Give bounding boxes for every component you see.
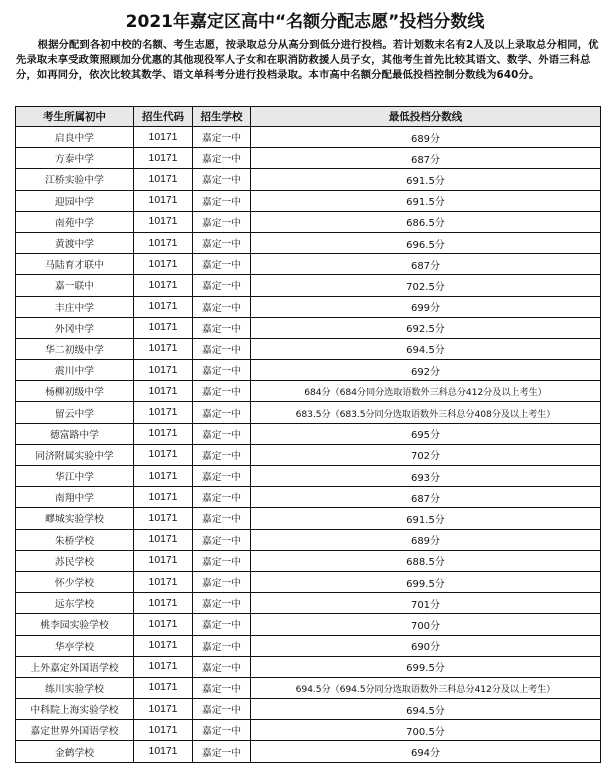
score-cell: 694.5分 [251,338,601,359]
school-cell: 杨柳初级中学 [16,381,134,402]
high-school-cell: 嘉定一中 [193,169,251,190]
score-table [15,106,601,763]
code-cell: 10171 [134,360,193,381]
score-cell: 691.5分 [251,508,601,529]
table-row [16,275,601,296]
high-school-cell: 嘉定一中 [193,614,251,635]
score-cell: 695分 [251,423,601,444]
code-cell: 10171 [134,381,193,402]
code-cell: 10171 [134,529,193,550]
school-cell: 迎园中学 [16,190,134,211]
code-cell: 10171 [134,190,193,211]
high-school-cell: 嘉定一中 [193,741,251,762]
high-school-cell: 嘉定一中 [193,699,251,720]
school-cell: 德富路中学 [16,423,134,444]
table-row [16,381,601,402]
table-row [16,211,601,232]
table-row [16,656,601,677]
school-cell: 桃李园实验学校 [16,614,134,635]
score-cell: 691.5分 [251,169,601,190]
high-school-cell: 嘉定一中 [193,466,251,487]
header-score: 最低投档分数线 [251,107,601,127]
school-cell: 华亭学校 [16,635,134,656]
code-cell: 10171 [134,148,193,169]
school-cell: 疁城实验学校 [16,508,134,529]
high-school-cell: 嘉定一中 [193,656,251,677]
table-row [16,508,601,529]
high-school-cell: 嘉定一中 [193,190,251,211]
table-row [16,317,601,338]
code-cell: 10171 [134,593,193,614]
high-school-cell: 嘉定一中 [193,529,251,550]
school-cell: 震川中学 [16,360,134,381]
code-cell: 10171 [134,444,193,465]
table-row [16,720,601,741]
school-cell: 远东学校 [16,593,134,614]
high-school-cell: 嘉定一中 [193,571,251,592]
school-cell: 苏民学校 [16,550,134,571]
table-row [16,296,601,317]
score-cell: 684分（684分同分选取语数外三科总分412分及以上考生） [251,381,601,402]
high-school-cell: 嘉定一中 [193,550,251,571]
score-cell: 694.5分 [251,699,601,720]
score-cell: 701分 [251,593,601,614]
code-cell: 10171 [134,635,193,656]
code-cell: 10171 [134,232,193,253]
school-cell: 华江中学 [16,466,134,487]
score-cell: 686.5分 [251,211,601,232]
table-row [16,614,601,635]
high-school-cell: 嘉定一中 [193,254,251,275]
intro-paragraph: 根据分配到各初中校的名额、考生志愿，按录取总分从高分到低分进行投档。若计划数末名有2人及以上录取总分相同，优先录取未享受政策照顾加分优惠的其他现役军人子女和在职消防救援人员子女，其他考生首先比较其语文、数学、外语三科总分，如再同分，依次比较其数学、语文单科考分进行投档录取。本市高中名额分配最低投档控制分数线为640分。 [16,39,599,81]
table-row [16,444,601,465]
school-cell: 练川实验学校 [16,677,134,698]
school-cell: 华二初级中学 [16,338,134,359]
high-school-cell: 嘉定一中 [193,317,251,338]
code-cell: 10171 [134,741,193,762]
code-cell: 10171 [134,699,193,720]
code-cell: 10171 [134,423,193,444]
code-cell: 10171 [134,571,193,592]
high-school-cell: 嘉定一中 [193,127,251,148]
code-cell: 10171 [134,296,193,317]
score-cell: 702.5分 [251,275,601,296]
score-cell: 687分 [251,148,601,169]
table-row [16,338,601,359]
table-row [16,423,601,444]
table-row [16,741,601,762]
score-cell: 687分 [251,487,601,508]
table-row [16,529,601,550]
score-cell: 696.5分 [251,232,601,253]
high-school-cell: 嘉定一中 [193,508,251,529]
table-row [16,466,601,487]
school-cell: 方泰中学 [16,148,134,169]
high-school-cell: 嘉定一中 [193,444,251,465]
page-title: 2021年嘉定区高中“名额分配志愿”投档分数线 [125,12,485,32]
table-row [16,169,601,190]
high-school-cell: 嘉定一中 [193,338,251,359]
school-cell: 南翔中学 [16,487,134,508]
header-school: 考生所属初中 [16,107,134,127]
table-row [16,487,601,508]
code-cell: 10171 [134,254,193,275]
score-cell: 699.5分 [251,571,601,592]
table-row [16,699,601,720]
score-cell: 689分 [251,529,601,550]
table-row [16,677,601,698]
school-cell: 怀少学校 [16,571,134,592]
header-code: 招生代码 [134,107,193,127]
score-cell: 692分 [251,360,601,381]
score-cell: 692.5分 [251,317,601,338]
score-cell: 699分 [251,296,601,317]
school-cell: 南苑中学 [16,211,134,232]
school-cell: 中科院上海实验学校 [16,699,134,720]
code-cell: 10171 [134,614,193,635]
header-high-school: 招生学校 [193,107,251,127]
high-school-cell: 嘉定一中 [193,381,251,402]
score-cell: 700.5分 [251,720,601,741]
code-cell: 10171 [134,211,193,232]
table-row [16,190,601,211]
table-header-row [16,107,601,127]
score-cell: 687分 [251,254,601,275]
table-row [16,127,601,148]
school-cell: 留云中学 [16,402,134,423]
school-cell: 黄渡中学 [16,232,134,253]
code-cell: 10171 [134,677,193,698]
table-row [16,593,601,614]
code-cell: 10171 [134,550,193,571]
code-cell: 10171 [134,656,193,677]
score-cell: 702分 [251,444,601,465]
table-row [16,360,601,381]
school-cell: 朱桥学校 [16,529,134,550]
score-cell: 694.5分（694.5分同分选取语数外三科总分412分及以上考生） [251,677,601,698]
score-cell: 700分 [251,614,601,635]
school-cell: 江桥实验中学 [16,169,134,190]
table-row [16,635,601,656]
high-school-cell: 嘉定一中 [193,275,251,296]
school-cell: 金鹤学校 [16,741,134,762]
table-row [16,232,601,253]
score-cell: 683.5分（683.5分同分选取语数外三科总分408分及以上考生） [251,402,601,423]
school-cell: 丰庄中学 [16,296,134,317]
code-cell: 10171 [134,487,193,508]
school-cell: 嘉定世界外国语学校 [16,720,134,741]
high-school-cell: 嘉定一中 [193,402,251,423]
score-cell: 693分 [251,466,601,487]
score-cell: 688.5分 [251,550,601,571]
score-cell: 699.5分 [251,656,601,677]
table-row [16,550,601,571]
score-cell: 689分 [251,127,601,148]
high-school-cell: 嘉定一中 [193,232,251,253]
score-cell: 690分 [251,635,601,656]
code-cell: 10171 [134,508,193,529]
high-school-cell: 嘉定一中 [193,423,251,444]
code-cell: 10171 [134,720,193,741]
high-school-cell: 嘉定一中 [193,593,251,614]
high-school-cell: 嘉定一中 [193,487,251,508]
table-row [16,402,601,423]
code-cell: 10171 [134,466,193,487]
code-cell: 10171 [134,402,193,423]
high-school-cell: 嘉定一中 [193,148,251,169]
code-cell: 10171 [134,275,193,296]
high-school-cell: 嘉定一中 [193,296,251,317]
high-school-cell: 嘉定一中 [193,211,251,232]
high-school-cell: 嘉定一中 [193,677,251,698]
school-cell: 马陆育才联中 [16,254,134,275]
table-row [16,148,601,169]
score-cell: 694分 [251,741,601,762]
school-cell: 外冈中学 [16,317,134,338]
school-cell: 启良中学 [16,127,134,148]
school-cell: 嘉一联中 [16,275,134,296]
code-cell: 10171 [134,127,193,148]
high-school-cell: 嘉定一中 [193,360,251,381]
score-cell: 691.5分 [251,190,601,211]
table-body [16,127,601,763]
school-cell: 同济附属实验中学 [16,444,134,465]
high-school-cell: 嘉定一中 [193,720,251,741]
high-school-cell: 嘉定一中 [193,635,251,656]
table-row [16,571,601,592]
code-cell: 10171 [134,317,193,338]
school-cell: 上外嘉定外国语学校 [16,656,134,677]
code-cell: 10171 [134,338,193,359]
table-row [16,254,601,275]
code-cell: 10171 [134,169,193,190]
